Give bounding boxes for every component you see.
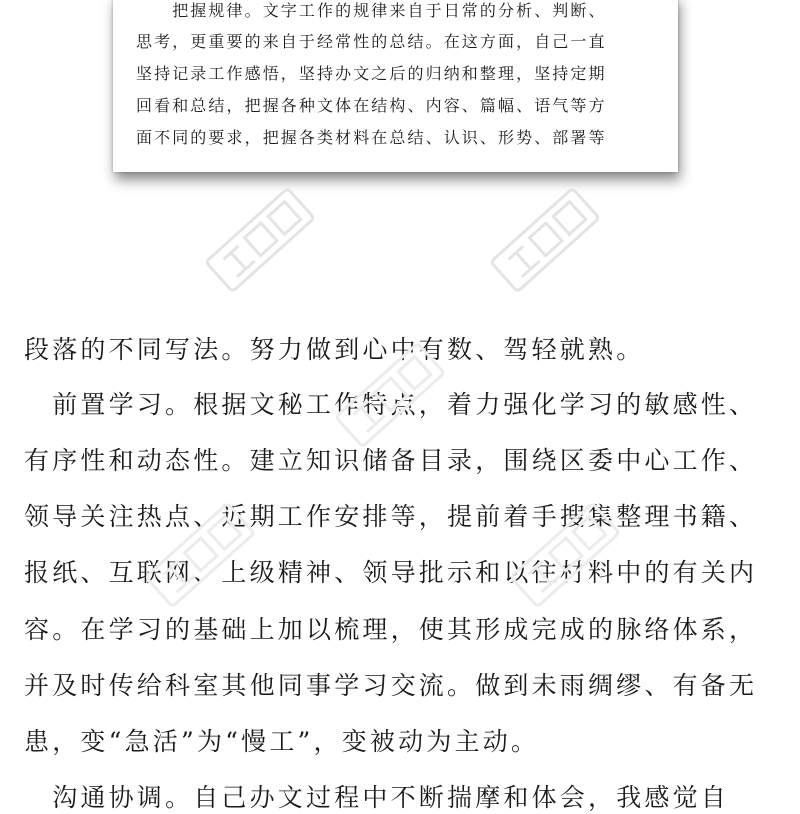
paragraph-line: 前置学习。根据文秘工作特点，着力强化学习的敏感性、: [24, 390, 758, 419]
paragraph-line: 段落的不同写法。努力做到心中有数、驾轻就熟。: [24, 335, 645, 364]
card-line: 坚持记录工作感悟，坚持办文之后的归纳和整理，坚持定期: [136, 64, 607, 83]
paragraph-line: 并及时传给科室其他同事学习交流。做到未雨绸缪、有备无: [24, 671, 758, 700]
paragraph-line: 报纸、互联网、上级精神、领导批示和以往材料中的有关内: [24, 558, 758, 587]
paragraph-line: 有序性和动态性。建立知识储备目录，围绕区委中心工作、: [24, 446, 758, 475]
paragraph-line: 患，变“急活”为“慢工”，变被动为主动。: [24, 727, 540, 756]
watermark-logo: [470, 165, 620, 315]
paragraph-line: 领导关注热点、近期工作安排等，提前着手搜集整理书籍、: [24, 502, 758, 531]
document-excerpt-card: [113, 0, 678, 172]
watermark-logo: [185, 165, 335, 315]
card-line: 回看和总结，把握各种文体在结构、内容、篇幅、语气等方: [136, 96, 607, 115]
card-line: 把握规律。文字工作的规律来自于日常的分析、判断、: [136, 1, 607, 20]
card-line: 思考，更重要的来自于经常性的总结。在这方面，自己一直: [136, 32, 607, 51]
paragraph-line: 容。在学习的基础上加以梳理，使其形成完成的脉络体系，: [24, 615, 758, 644]
paragraph-line: 沟通协调。自己办文过程中不断揣摩和体会，我感觉自: [24, 783, 730, 812]
card-line: 面不同的要求，把握各类材料在总结、认识、形势、部署等: [136, 128, 607, 147]
